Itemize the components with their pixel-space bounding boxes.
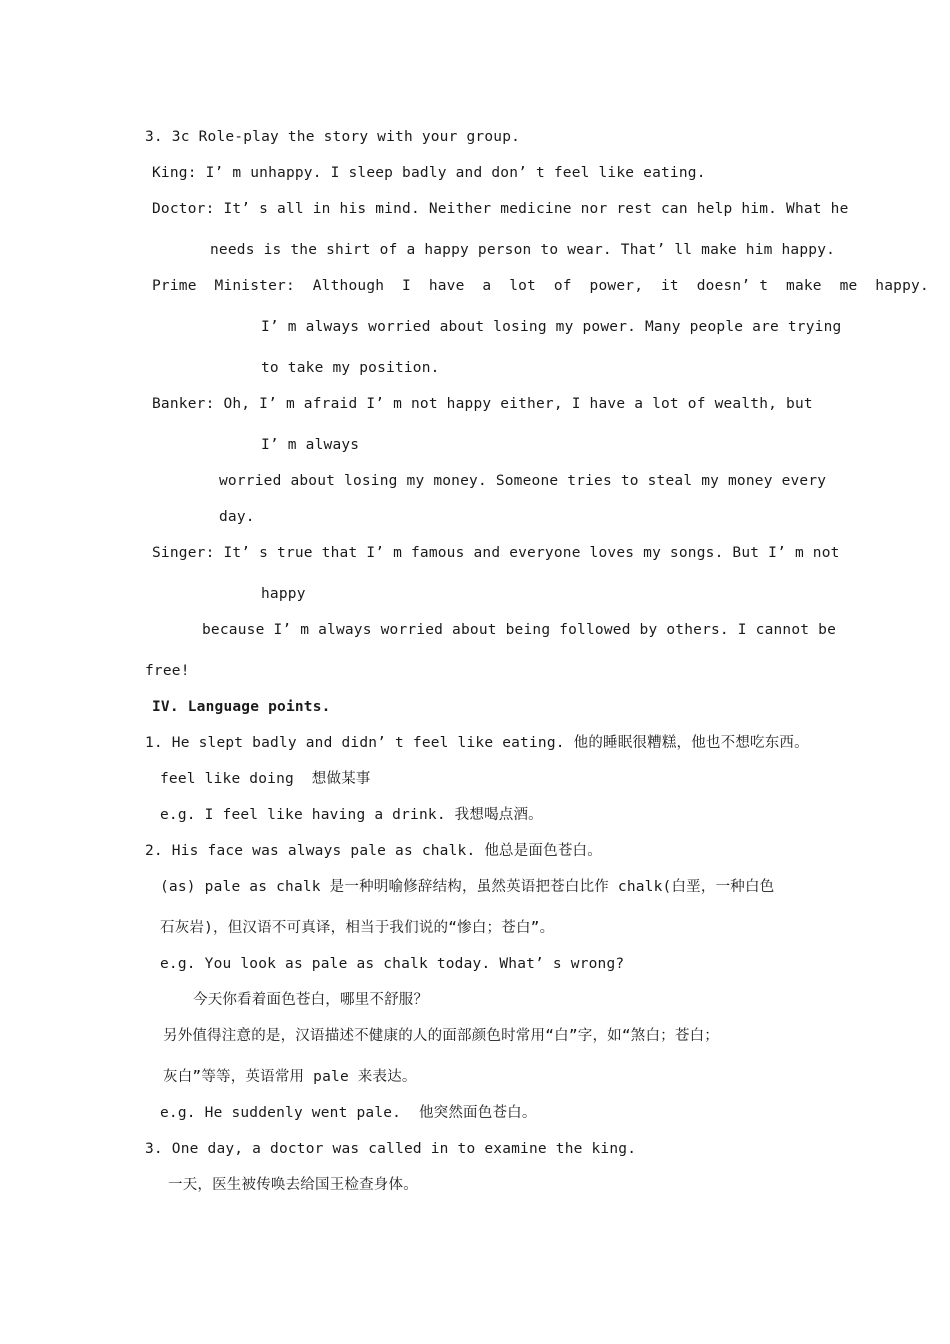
language-point-2-example-translation: 今天你看着面色苍白，哪里不舒服？ (193, 992, 429, 1008)
language-point-2-extra-note: 另外值得注意的是，汉语描述不健康的人的面部颜色时常用“白”字，如“煞白；苍白； (163, 1028, 719, 1044)
dialogue-line-prime-minister-cont: to take my position. (261, 360, 440, 376)
dialogue-line-prime-minister-cont: I’ m always worried about losing my power. Many people are trying (261, 319, 842, 335)
dialogue-line-singer: Singer: It’ s true that I’ m famous and everyone loves my songs. But I’ m not (152, 545, 840, 561)
language-point-2-note-cont: 石灰岩)，但汉语不可真译，相当于我们说的“惨白；苍白”。 (160, 920, 555, 936)
dialogue-line-doctor-cont: needs is the shirt of a happy person to wear. That’ ll make him happy. (210, 242, 836, 258)
dialogue-line-banker-cont: day. (219, 509, 255, 525)
language-point-1-example: e.g. I feel like having a drink. 我想喝点酒。 (160, 807, 543, 823)
language-point-2-example: e.g. You look as pale as chalk today. What’ s wrong? (160, 956, 625, 972)
dialogue-line-prime-minister: Prime Minister: Although I have a lot of power, it doesn’ t make me happy. (152, 278, 929, 294)
language-point-2-note: (as) pale as chalk 是一种明喻修辞结构，虽然英语把苍白比作 chalk(白垩，一种白色 (160, 879, 775, 895)
language-point-3-translation: 一天，医生被传唤去给国王检查身体。 (168, 1177, 418, 1193)
section-heading-role-play: 3. 3c Role-play the story with your group. (145, 129, 521, 145)
language-point-1-title: 1. He slept badly and didn’ t feel like eating. 他的睡眠很糟糕，他也不想吃东西。 (145, 735, 809, 751)
language-point-3-title: 3. One day, a doctor was called in to examine the king. (145, 1141, 637, 1157)
dialogue-line-singer-cont: happy (261, 586, 306, 602)
language-point-2-extra-note-cont: 灰白”等等，英语常用 pale 来表达。 (163, 1069, 417, 1085)
language-point-2-title: 2. His face was always pale as chalk. 他总是面色苍白。 (145, 843, 602, 859)
dialogue-line-king: King: I’ m unhappy. I sleep badly and don’ t feel like eating. (152, 165, 706, 181)
dialogue-line-singer-cont: because I’ m always worried about being followed by others. I cannot be (202, 622, 837, 638)
dialogue-line-doctor: Doctor: It’ s all in his mind. Neither medicine nor rest can help him. What he (152, 201, 849, 217)
language-point-1-phrase: feel like doing 想做某事 (160, 771, 371, 787)
dialogue-line-singer-cont: free! (145, 663, 190, 679)
language-point-2-example-2: e.g. He suddenly went pale. 他突然面色苍白。 (160, 1105, 537, 1121)
dialogue-line-banker-cont: I’ m always (261, 437, 360, 453)
section-heading-language-points: IV. Language points. (152, 699, 331, 715)
dialogue-line-banker: Banker: Oh, I’ m afraid I’ m not happy either, I have a lot of wealth, but (152, 396, 813, 412)
dialogue-line-banker-cont: worried about losing my money. Someone tries to steal my money every (219, 473, 827, 489)
